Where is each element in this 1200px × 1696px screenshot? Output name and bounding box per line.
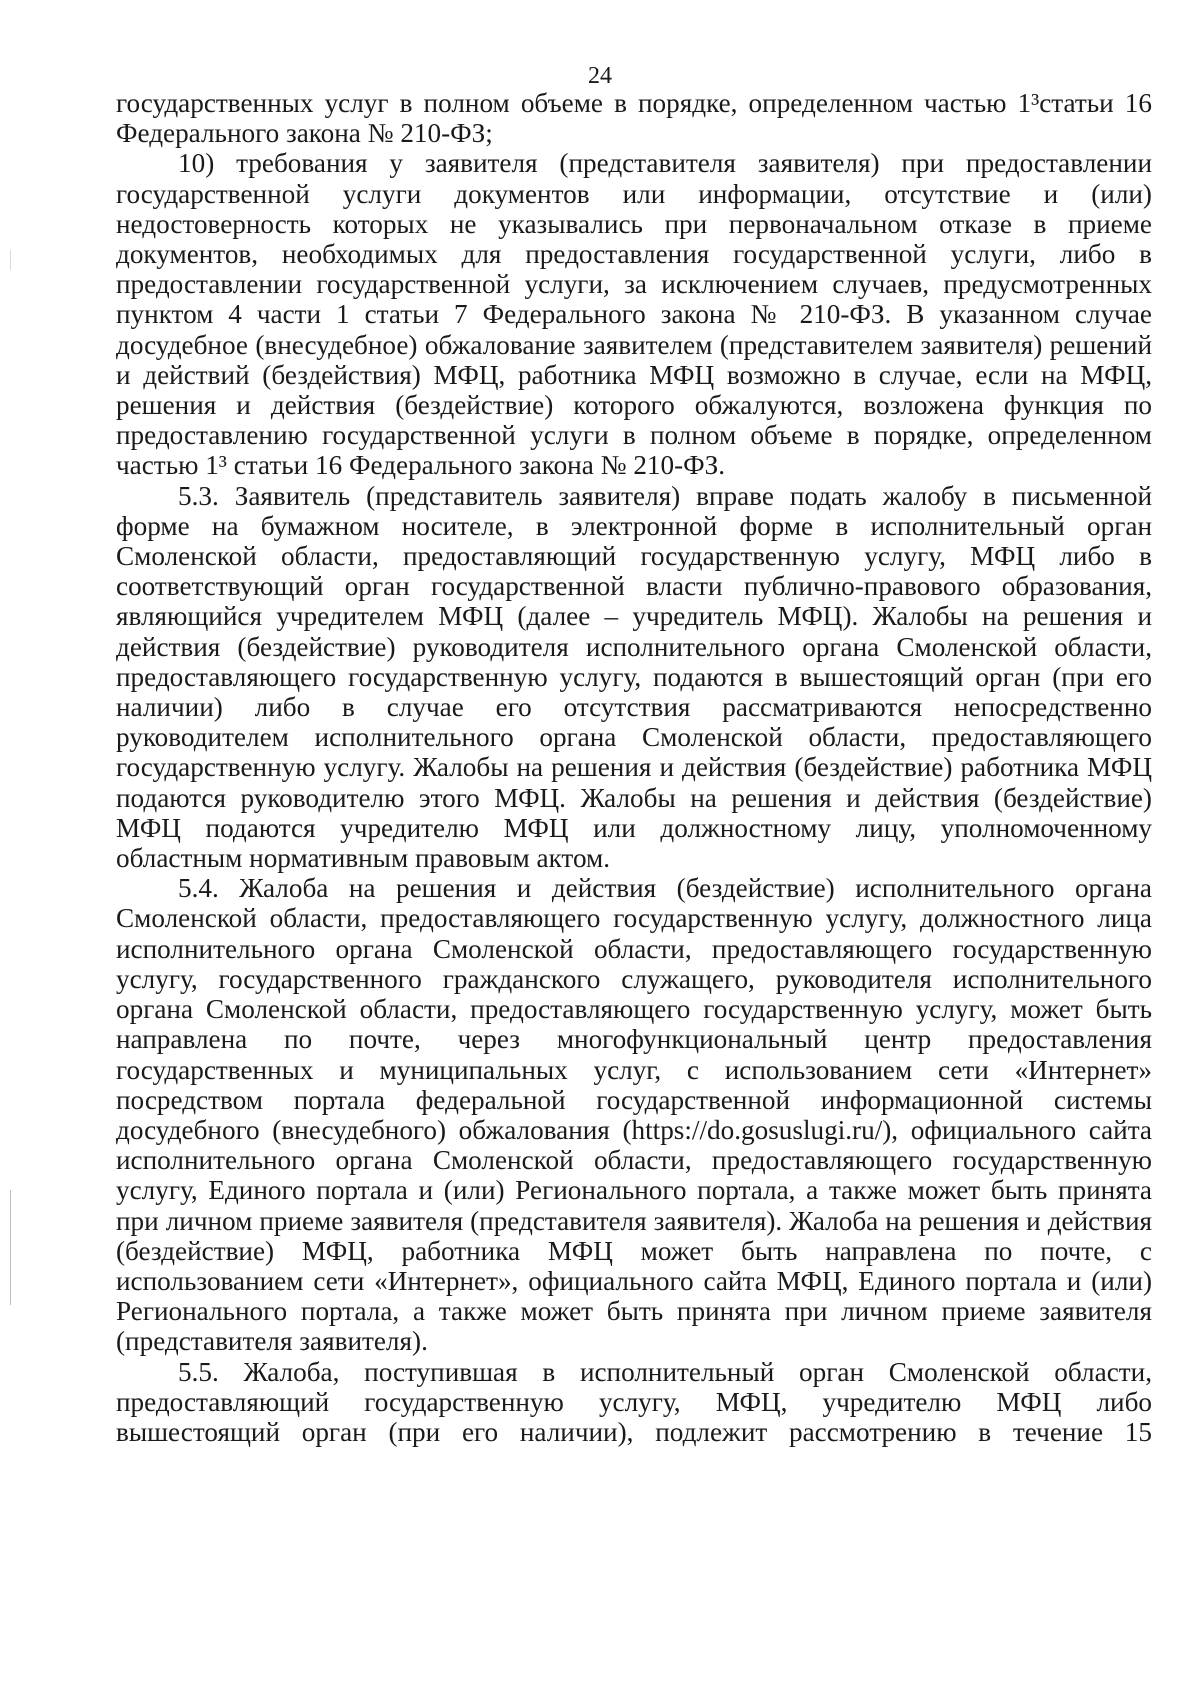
paragraph-5-4: 5.4. Жалоба на решения и действия (бездействие) исполнительного органа Смоленской области, предоставляющего государственную услугу, должностного лица исполнительного органа Смоленской области, предоставляющего государственную услугу, государственного гражданского служащего, руководителя исполнительного органа Смоленской области, предоставляющего государственную услугу, может быть направлена по почте, через многофункциональный центр предоставления государственных и муниципальных услуг, с использованием сети «Интернет» посредством портала федеральной государственной информационной системы досудебного (внесудебного) обжалования (https://do.gosuslugi.ru/), официального сайта исполнительного органа Смоленской области, предоставляющего государственную услугу, Единого портала и (или) Регионального портала, а также может быть принята при личном приеме заявителя (представителя заявителя). Жалоба на решения и действия (бездействие) МФЦ, работника МФЦ может быть направлена по почте, с использованием сети «Интернет», официального сайта МФЦ, Единого портала и (или) Регионального портала, а также может быть принята при личном приеме заявителя (представителя заявителя).: [116, 873, 1152, 1357]
scan-edge-mark: [10, 250, 11, 270]
paragraph-5-3: 5.3. Заявитель (представитель заявителя) вправе подать жалобу в письменной форме на бумажном носителе, в электронной форме в исполнительный орган Смоленской области, предоставляющий государственную услугу, МФЦ либо в соответствующий орган государственной власти публично-правового образования, являющийся учредителем МФЦ (далее – учредитель МФЦ). Жалобы на решения и действия (бездействие) руководителя исполнительного органа Смоленской области, предоставляющего государственную услугу, подаются в вышестоящий орган (при его наличии) либо в случае его отсутствия рассматриваются непосредственно руководителем исполнительного органа Смоленской области, предоставляющего государственную услугу. Жалобы на решения и действия (бездействие) работника МФЦ подаются руководителю этого МФЦ. Жалобы на решения и действия (бездействие) МФЦ подаются учредителю МФЦ или должностному лицу, уполномоченному областным нормативным правовым актом.: [116, 480, 1152, 874]
scan-edge-mark: [10, 1190, 11, 1305]
paragraph-item-10: 10) требования у заявителя (представителя заявителя) при предоставлении государственной услуги документов или информации, отсутствие и (или) недостоверность которых не указывались при первоначальном отказе в приеме документов, необходимых для предоставления государственной услуги, либо в предоставлении государственной услуги, за исключением случаев, предусмотренных пунктом 4 части 1 статьи 7 Федерального закона № 210-ФЗ. В указанном случае досудебное (внесудебное) обжалование заявителем (представителем заявителя) решений и действий (бездействия) МФЦ, работника МФЦ возможно в случае, если на МФЦ, решения и действия (бездействие) которого обжалуются, возложена функция по предоставлению государственной услуги в полном объеме в порядке, определенном частью 1³ статьи 16 Федерального закона № 210-ФЗ.: [116, 148, 1152, 481]
document-body: [116, 88, 1152, 1447]
page-number: 24: [588, 63, 612, 89]
paragraph-continuation: государственных услуг в полном объеме в порядке, определенном частью 1³статьи 16 Федерального закона № 210-ФЗ;: [116, 88, 1152, 149]
paragraph-5-5: 5.5. Жалоба, поступившая в исполнительный орган Смоленской области, предоставляющий государственную услугу, МФЦ, учредителю МФЦ либо вышестоящий орган (при его наличии), подлежит рассмотрению в течение 15: [116, 1356, 1152, 1447]
